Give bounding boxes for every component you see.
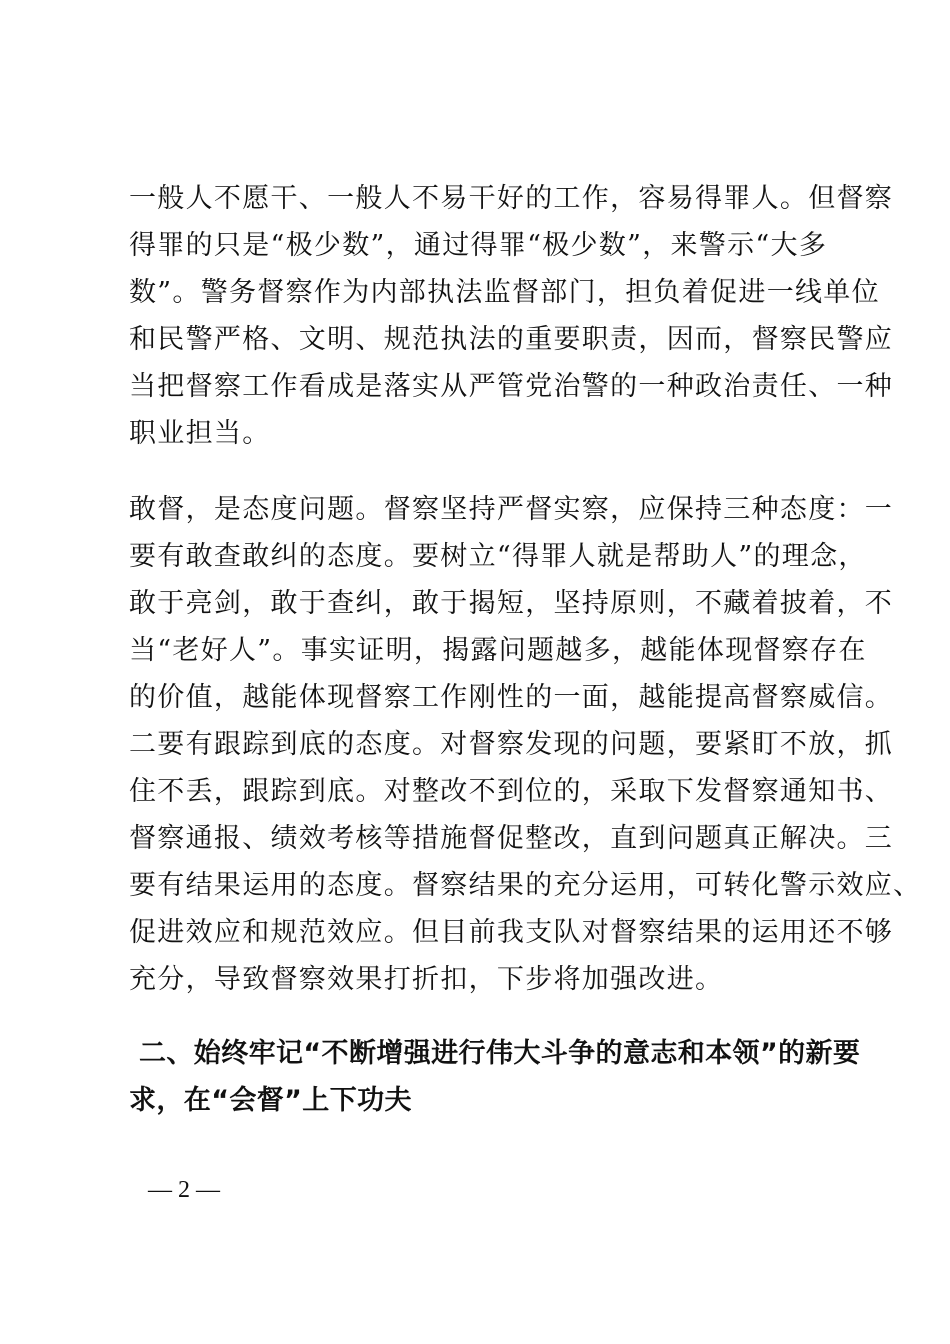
paragraph-line: 督察通报、绩效考核等措施督促整改，直到问题真正解决。三 — [129, 823, 894, 854]
paragraph-line: 数”。警务督察作为内部执法监督部门，担负着促进一线单位 — [129, 277, 880, 308]
paragraph-line: 当“老好人”。事实证明，揭露问题越多，越能体现督察存在 — [129, 635, 867, 666]
paragraph-line: 职业担当。 — [129, 418, 271, 449]
section-heading-line: 二、始终牢记“不断增强进行伟大斗争的意志和本领”的新要 — [139, 1038, 861, 1069]
paragraph-line: 二要有跟踪到底的态度。对督察发现的问题，要紧盯不放，抓 — [129, 729, 894, 760]
paragraph-line: 敢督，是态度问题。督察坚持严督实察，应保持三种态度：一 — [129, 494, 894, 525]
paragraph-line: 得罪的只是“极少数”，通过得罪“极少数”，来警示“大多 — [129, 230, 828, 261]
section-heading-line: 求，在“会督”上下功夫 — [129, 1085, 412, 1116]
paragraph-line: 促进效应和规范效应。但目前我支队对督察结果的运用还不够 — [129, 917, 894, 948]
paragraph-line: 要有敢查敢纠的态度。要树立“得罪人就是帮助人”的理念， — [129, 541, 867, 572]
paragraph-line: 一般人不愿干、一般人不易干好的工作，容易得罪人。但督察 — [129, 183, 894, 214]
paragraph-line: 当把督察工作看成是落实从严管党治警的一种政治责任、一种 — [129, 371, 894, 402]
paragraph-line: 充分，导致督察效果打折扣，下步将加强改进。 — [129, 964, 724, 995]
paragraph-line: 的价值，越能体现督察工作刚性的一面，越能提高督察威信。 — [129, 682, 894, 713]
paragraph-line: 要有结果运用的态度。督察结果的充分运用，可转化警示效应、 — [129, 870, 922, 901]
paragraph-line: 住不丢，跟踪到底。对整改不到位的，采取下发督察通知书、 — [129, 776, 894, 807]
page-number: — 2 — — [148, 1177, 220, 1203]
paragraph-line: 和民警严格、文明、规范执法的重要职责，因而，督察民警应 — [129, 324, 894, 355]
paragraph-line: 敢于亮剑，敢于查纠，敢于揭短，坚持原则，不藏着披着，不 — [129, 588, 894, 619]
